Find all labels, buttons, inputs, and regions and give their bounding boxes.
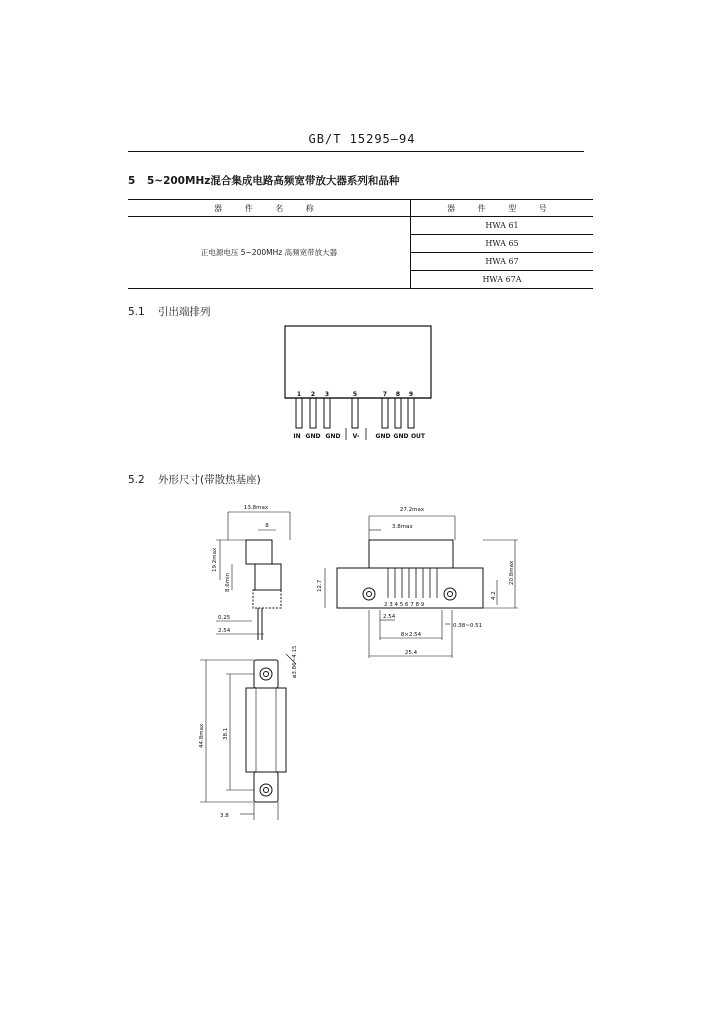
section-5-1-title: 引出端排列: [158, 306, 211, 318]
mount-hole: [363, 588, 375, 600]
pin-number: 5: [352, 391, 358, 398]
model-cell: HWA 67A: [411, 271, 594, 289]
dim-label: 8: [265, 523, 269, 529]
dim-label: 19.2max: [212, 547, 218, 572]
package-body: [285, 326, 431, 398]
pin-lead: [352, 398, 358, 428]
dim-label: 8×2.54: [400, 632, 422, 638]
section-5-title: 5~200MHz混合集成电路高频宽带放大器系列和品种: [146, 175, 400, 187]
dim-label: 25.4: [404, 650, 418, 656]
dim-label: 38.1: [223, 727, 229, 740]
dim-label: 4.2: [491, 591, 497, 600]
dim-label: ø3.86~4.15: [292, 645, 298, 678]
pin-label: V-: [352, 433, 360, 440]
standard-number: GB/T 15295—94: [308, 132, 416, 146]
dim-label: 44.8max: [199, 723, 205, 748]
top-view-drawing: [200, 654, 296, 820]
pin-lead: [382, 398, 388, 428]
model-cell: HWA 65: [411, 235, 594, 253]
dim-label: 3.8: [220, 813, 229, 819]
dim-label: 12.7: [317, 579, 323, 592]
pin-label: GND: [375, 433, 391, 440]
pin-lead: [395, 398, 401, 428]
device-name-cell: 正电源电压 5~200MHz 高频宽带放大器: [128, 217, 411, 289]
pinout-diagram: [285, 326, 431, 440]
pin-leads: [296, 398, 414, 428]
pin-label: GND: [325, 433, 341, 440]
pin-number: 7: [382, 391, 388, 398]
pin-label: IN: [293, 433, 301, 440]
pin-number: 9: [408, 391, 414, 398]
mount-hole: [444, 588, 456, 600]
pin-label: GND: [305, 433, 321, 440]
pin-number: 8: [395, 391, 401, 398]
section-5-2-title: 外形尺寸(带散热基座): [158, 474, 261, 486]
dim-label: 0.25: [218, 615, 231, 621]
pin-lead: [296, 398, 302, 428]
dim-label: 2.54: [383, 614, 396, 620]
dim-label: 13.8max: [243, 505, 269, 511]
mount-hole: [260, 784, 272, 796]
dim-label: 2 3 4 5 6 7 8 9: [384, 602, 425, 608]
section-5-1-number: 5.1: [128, 306, 145, 318]
model-cell: HWA 61: [411, 217, 594, 235]
pin-number: 3: [324, 391, 330, 398]
dim-label: 8.6min: [225, 572, 231, 592]
pin-lead: [324, 398, 330, 428]
col-name-header: 器 件 名 称: [128, 200, 411, 217]
dim-label: 0.38~0.51: [453, 623, 483, 629]
section-5-number: 5: [128, 175, 136, 187]
mount-hole: [260, 668, 272, 680]
section-5-2-number: 5.2: [128, 474, 145, 486]
pin-label: OUT: [410, 433, 426, 440]
pin-number: 2: [310, 391, 316, 398]
pin-lead: [408, 398, 414, 428]
dim-label: 3.8max: [392, 524, 413, 530]
front-view-drawing: [325, 516, 518, 658]
dim-label: 20.8max: [509, 560, 515, 585]
pin-label: GND: [393, 433, 409, 440]
model-cell: HWA 67: [411, 253, 594, 271]
pin-lead: [310, 398, 316, 428]
dim-label: 27.2max: [399, 507, 425, 513]
pin-number: 1: [296, 391, 302, 398]
col-model-header: 器 件 型 号: [411, 200, 594, 217]
dim-label: 2.54: [218, 628, 231, 634]
